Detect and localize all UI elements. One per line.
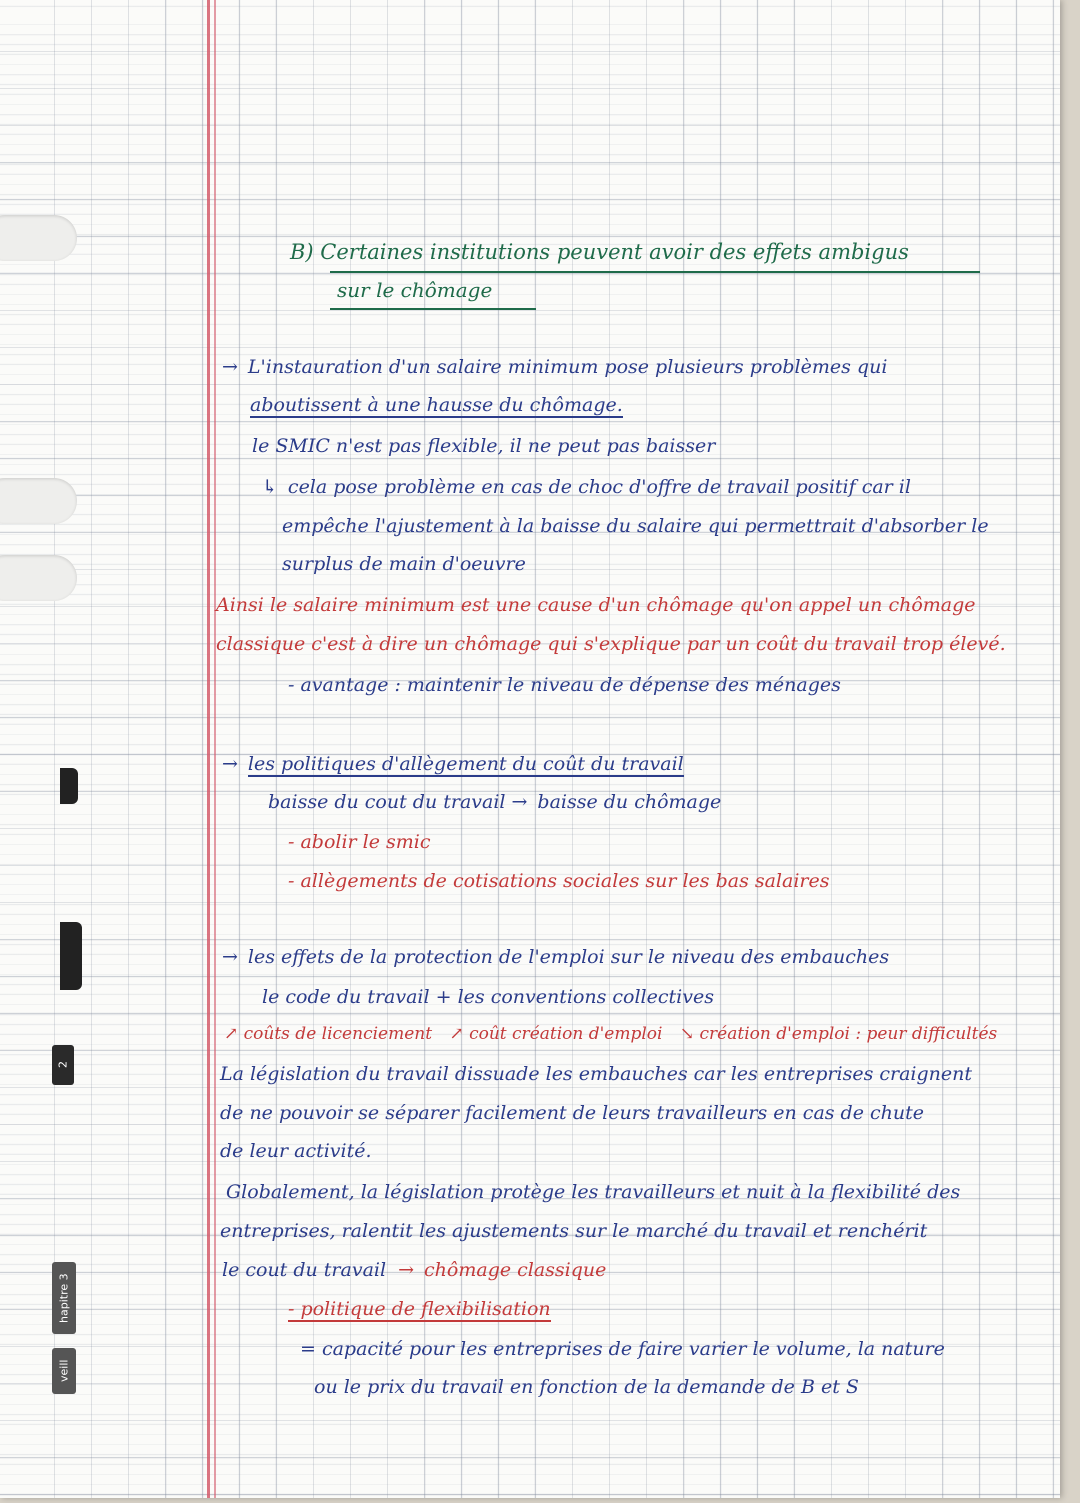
s3-red1b: ↗ coût création d'emploi <box>449 1024 663 1044</box>
s2-line1: les politiques d'allègement du coût du travail <box>247 753 684 775</box>
s2-line3: - abolir le smic <box>288 831 431 853</box>
s1-line4: cela pose problème en cas de choc d'offre de travail positif car il <box>287 476 911 498</box>
paragraph-line <box>220 1142 372 1161</box>
s1-line5: empêche l'ajustement à la baisse du salaire qui permettrait d'absorber le <box>282 515 989 537</box>
s2-line2a: baisse du cout du travail <box>268 791 506 813</box>
paragraph-line <box>222 948 889 967</box>
title-line-2: sur le chômage <box>337 278 493 302</box>
s3-line4: de ne pouvoir se séparer facilement de leurs travailleurs en cas de chute <box>220 1102 925 1124</box>
paragraph-line <box>268 793 721 812</box>
veille-tab-label: veill <box>57 1359 71 1383</box>
s3-line1: les effets de la protection de l'emploi sur le niveau des embauches <box>247 946 890 968</box>
s1-red2: classique c'est à dire un chômage qui s'explique par un coût du travail trop élevé. <box>216 633 1006 655</box>
paragraph-line <box>216 635 1006 654</box>
paragraph-line <box>300 1340 945 1359</box>
paragraph-line <box>314 1378 859 1397</box>
s1-line2: aboutissent à une hausse du chômage. <box>250 394 623 416</box>
paragraph-line <box>224 1026 997 1043</box>
divider-tab <box>60 768 78 804</box>
paragraph-line <box>288 1300 551 1319</box>
s3-line6: Globalement, la législation protège les travailleurs et nuit à la flexibilité des <box>226 1181 961 1203</box>
arrow-right-icon: → <box>398 1259 415 1281</box>
paragraph-line <box>250 396 623 415</box>
s3-line8a: le cout du travail <box>222 1259 387 1281</box>
s3-line10: = capacité pour les entreprises de faire varier le volume, la nature <box>300 1338 945 1360</box>
s3-line3: La législation du travail dissuade les embauches car les entreprises craignent <box>220 1063 973 1085</box>
paragraph-line <box>220 1222 927 1241</box>
paragraph-line <box>220 1065 972 1084</box>
divider-tab <box>60 922 82 990</box>
arrow-right-icon: → <box>222 753 238 775</box>
s3-red1a: ↗ coûts de licenciement <box>224 1024 433 1044</box>
s3-line8b: chômage classique <box>424 1259 607 1281</box>
punch-hole <box>0 215 77 261</box>
paragraph-line <box>220 1104 924 1123</box>
paragraph-line <box>288 872 830 891</box>
paragraph-line <box>216 596 976 615</box>
paragraph-line <box>282 555 526 574</box>
s2-line4: - allègements de cotisations sociales sur les bas salaires <box>288 870 830 892</box>
paragraph-line <box>288 833 431 852</box>
section-title <box>290 242 909 263</box>
punch-hole <box>0 478 77 524</box>
chapter-tab-label: hapitre 3 <box>57 1273 71 1323</box>
s3-line9: - politique de flexibilisation <box>288 1298 551 1320</box>
s1-line3: le SMIC n'est pas flexible, il ne peut pas baisser <box>252 435 716 457</box>
subtitle-underline <box>330 308 536 310</box>
paragraph-line <box>222 358 887 377</box>
s3-line5: de leur activité. <box>220 1140 372 1162</box>
paragraph-line <box>262 988 714 1007</box>
arrow-right-icon: → <box>222 946 238 968</box>
paragraph-line <box>222 755 684 774</box>
paragraph-line <box>282 517 989 536</box>
s1-line1: L'instauration d'un salaire minimum pose plusieurs problèmes qui <box>247 356 888 378</box>
s1-red1: Ainsi le salaire minimum est une cause d'un chômage qu'on appel un chômage <box>216 594 976 616</box>
title-line-1: B) Certaines institutions peuvent avoir des effets ambigus <box>290 240 909 264</box>
arrow-right-icon: → <box>511 791 528 813</box>
title-underline <box>330 271 980 273</box>
divider-tab-number <box>52 1045 74 1085</box>
paragraph-line <box>262 478 911 497</box>
margin-line-right <box>214 0 216 1498</box>
section-subtitle <box>337 280 492 300</box>
paragraph-line <box>226 1183 960 1202</box>
s2-line2b: baisse du chômage <box>537 791 722 813</box>
s1-line6: surplus de main d'oeuvre <box>282 553 526 575</box>
s3-red1c: ↘ création d'emploi : peur difficultés <box>679 1024 998 1044</box>
s3-line11: ou le prix du travail en fonction de la demande de B et S <box>314 1376 859 1398</box>
paragraph-line <box>252 437 715 456</box>
veille-tab <box>52 1348 76 1394</box>
s1-note: - avantage : maintenir le niveau de dépense des ménages <box>288 674 841 696</box>
tab-number-label: 2 <box>56 1061 70 1069</box>
chapter-tab <box>52 1262 76 1334</box>
paragraph-line <box>288 676 841 695</box>
paragraph-line <box>222 1261 606 1280</box>
hook-arrow-icon: ↳ <box>262 476 278 498</box>
margin-line-left <box>207 0 210 1498</box>
punch-hole <box>0 555 77 601</box>
arrow-right-icon: → <box>222 356 238 378</box>
s3-line7: entreprises, ralentit les ajustements sur le marché du travail et renchérit <box>220 1220 928 1242</box>
s3-line2: le code du travail + les conventions collectives <box>262 986 714 1008</box>
